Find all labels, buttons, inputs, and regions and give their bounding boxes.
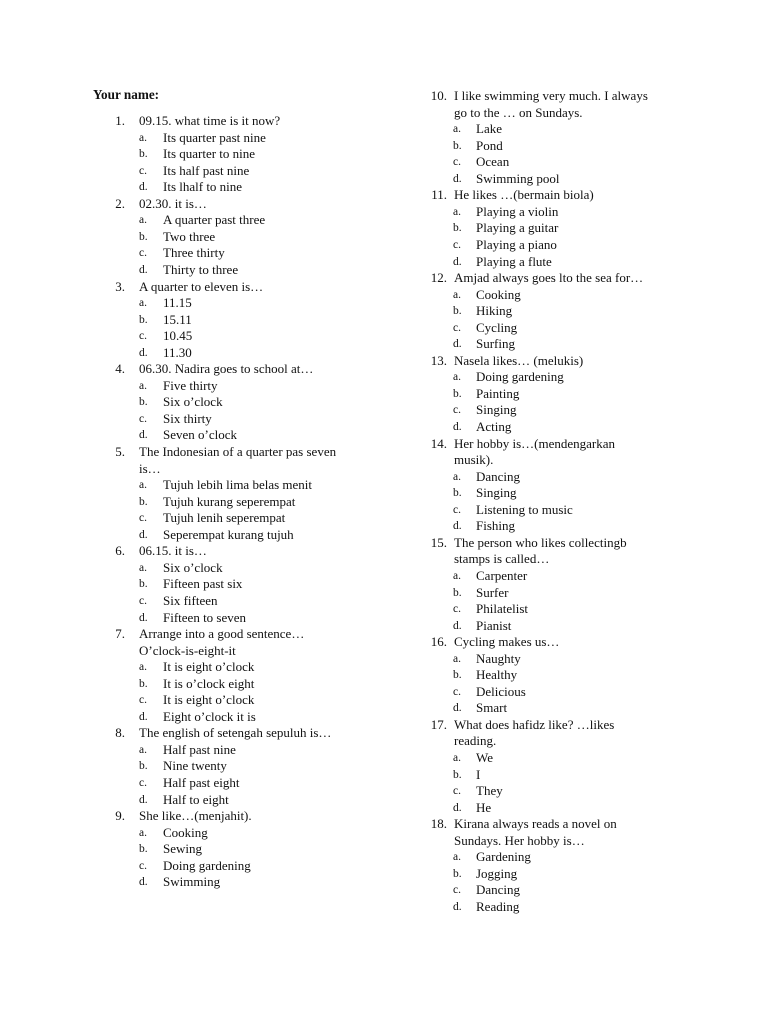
option-letter: c. [453, 685, 461, 698]
option-letter: b. [139, 148, 148, 161]
option-text: Smart [476, 700, 508, 716]
option-text: Painting [476, 385, 520, 401]
option-text: It is eight o’clock [163, 659, 255, 675]
question-text: I like swimming very much. I always [454, 88, 648, 103]
option-letter: d. [453, 702, 462, 715]
option-letter: a. [453, 652, 461, 665]
option-letter: b. [139, 230, 148, 243]
option-text: Its lhalf to nine [163, 179, 243, 195]
option-letter: a. [139, 131, 147, 144]
option-text: Ocean [476, 154, 510, 170]
question-number: 9. [115, 808, 125, 824]
question-text: Amjad always goes lto the sea for… [454, 270, 644, 286]
option-letter: a. [139, 826, 147, 839]
option-letter: b. [453, 305, 462, 318]
option-text: Listening to music [476, 501, 573, 517]
option-text: Tujuh lebih lima belas menit [163, 477, 313, 493]
option-text: Dancing [476, 882, 521, 898]
option-text: Cooking [163, 824, 208, 840]
question-number: 15. [430, 534, 447, 550]
question-text: Arrange into a good sentence… [139, 626, 305, 642]
option-letter: d. [453, 801, 462, 814]
option-text: Half past nine [163, 741, 236, 757]
question-text: go to the … on Sundays. [454, 104, 583, 120]
question-number: 5. [115, 444, 125, 459]
question-text: Her hobby is…(mendengarkan [454, 435, 616, 451]
option-letter: a. [453, 569, 461, 582]
option-letter: b. [139, 843, 148, 856]
option-text: They [476, 783, 503, 799]
option-letter: a. [453, 752, 461, 764]
option-letter: a. [139, 561, 147, 574]
question-number: 4. [115, 361, 125, 377]
question-number: 17. [430, 716, 447, 732]
option-letter: d. [139, 710, 148, 723]
question-number: 18. [430, 816, 447, 832]
question-number: 10. [430, 88, 447, 103]
question-text: She like…(menjahit). [139, 808, 252, 824]
option-letter: a. [139, 214, 147, 227]
question-number: 11. [431, 187, 447, 203]
option-text: Naughty [476, 650, 521, 666]
option-letter: d. [139, 528, 148, 541]
question-text: Nasela likes… (melukis) [454, 352, 584, 368]
option-text: Singing [476, 485, 517, 501]
option-letter: c. [139, 777, 147, 789]
option-letter: d. [139, 346, 148, 359]
question-text: 09.15. what time is it now? [139, 113, 281, 128]
question-text: What does hafidz like? …likes [454, 716, 615, 732]
option-text: Philatelist [476, 601, 528, 617]
question-text: musik). [454, 452, 494, 468]
option-letter: c. [139, 512, 147, 525]
option-text: Singing [476, 402, 517, 418]
option-letter: a. [453, 123, 461, 136]
option-text: Carpenter [476, 567, 528, 583]
option-text: Playing a flute [476, 253, 552, 269]
question-text: He likes …(bermain biola) [454, 187, 594, 203]
option-letter: b. [139, 578, 148, 591]
option-letter: d. [139, 876, 148, 889]
option-text: Six o’clock [163, 559, 223, 575]
option-text: Reading [476, 898, 520, 914]
option-text: Delicious [476, 683, 526, 699]
option-letter: a. [139, 379, 147, 392]
question-number: 16. [430, 634, 447, 650]
option-text: Half past eight [163, 775, 240, 790]
question-text: The english of setengah sepuluh is… [139, 725, 332, 741]
option-text: Seperempat kurang tujuh [163, 526, 294, 542]
question-text: Sundays. Her hobby is… [454, 832, 585, 848]
question-text: stamps is called… [454, 551, 550, 567]
question-number: 12. [430, 270, 447, 286]
option-letter: c. [139, 412, 147, 425]
option-text: Tujuh lenih seperempat [163, 510, 286, 526]
question-text: O’clock-is-eight-it [139, 642, 236, 658]
question-number: 7. [115, 626, 125, 642]
option-text: Fishing [476, 518, 516, 534]
option-text: Five thirty [163, 377, 218, 393]
option-letter: b. [139, 313, 148, 326]
option-text: Lake [476, 121, 502, 137]
option-text: Jogging [476, 865, 518, 881]
option-text: Playing a violin [476, 203, 559, 219]
question-text: is… [139, 460, 161, 476]
option-letter: d. [139, 429, 148, 442]
question-text: 06.30. Nadira goes to school at… [139, 361, 314, 377]
option-text: Two three [163, 228, 216, 244]
option-letter: d. [453, 900, 462, 913]
option-text: Swimming pool [476, 170, 560, 186]
option-letter: d. [139, 263, 148, 276]
option-letter: d. [453, 619, 462, 632]
option-text: We [476, 750, 493, 765]
option-letter: b. [453, 586, 462, 599]
name-label: Your name: [93, 87, 160, 102]
option-letter: b. [453, 222, 462, 235]
question-number: 6. [115, 543, 125, 559]
option-text: Dancing [476, 468, 521, 484]
option-letter: b. [453, 867, 462, 880]
option-text: Tujuh kurang seperempat [163, 493, 296, 509]
question-text: The person who likes collectingb [454, 534, 627, 550]
option-text: Nine twenty [163, 758, 227, 774]
option-letter: d. [453, 421, 462, 433]
option-text: Gardening [476, 849, 531, 865]
option-text: He [476, 799, 492, 815]
option-text: It is o’clock eight [163, 675, 255, 691]
option-text: 15.11 [163, 311, 192, 327]
option-letter: d. [453, 338, 462, 351]
option-letter: c. [139, 694, 147, 707]
option-text: A quarter past three [163, 212, 266, 228]
question-text: reading. [454, 733, 497, 749]
option-letter: c. [139, 859, 147, 872]
option-letter: c. [453, 603, 461, 616]
option-letter: d. [453, 520, 462, 533]
option-letter: a. [139, 661, 147, 674]
option-letter: b. [453, 669, 462, 682]
option-text: Surfer [476, 584, 509, 600]
option-letter: c. [453, 884, 461, 897]
question-number: 3. [115, 278, 125, 294]
option-letter: a. [139, 743, 147, 756]
question-text: Kirana always reads a novel on [454, 816, 617, 832]
option-text: Acting [476, 419, 512, 434]
option-letter: d. [139, 793, 148, 806]
option-letter: c. [453, 156, 461, 169]
option-letter: b. [139, 677, 148, 690]
option-text: Cooking [476, 286, 521, 302]
option-text: 10.45 [163, 328, 193, 344]
option-letter: c. [453, 404, 461, 417]
option-letter: b. [453, 139, 462, 152]
question-number: 14. [430, 435, 447, 451]
option-text: Eight o’clock it is [163, 708, 256, 724]
option-text: 11.15 [163, 295, 192, 311]
option-text: Six fifteen [163, 592, 218, 608]
option-letter: d. [453, 172, 462, 185]
option-text: Three thirty [163, 245, 225, 261]
option-text: Playing a piano [476, 236, 557, 252]
option-letter: a. [453, 470, 461, 483]
option-letter: c. [453, 785, 461, 798]
option-text: Thirty to three [163, 261, 239, 277]
option-letter: b. [453, 387, 462, 400]
option-text: Doing gardening [163, 857, 251, 873]
option-text: Cycling [476, 319, 518, 335]
option-letter: b. [139, 396, 148, 409]
option-text: Hiking [476, 303, 513, 319]
option-letter: b. [139, 495, 148, 508]
option-text: Fifteen past six [163, 576, 243, 592]
option-text: Six o’clock [163, 394, 223, 410]
option-letter: c. [453, 321, 461, 334]
option-letter: c. [139, 594, 147, 607]
question-number: 13. [430, 352, 447, 368]
option-text: Half to eight [163, 791, 229, 807]
option-letter: d. [139, 611, 148, 624]
option-text: Fifteen to seven [163, 609, 247, 625]
question-text: The Indonesian of a quarter pas seven [139, 444, 337, 459]
option-text: Seven o’clock [163, 427, 238, 443]
option-text: Pianist [476, 617, 512, 633]
option-letter: c. [453, 238, 461, 251]
option-letter: c. [453, 503, 461, 516]
option-text: I [476, 766, 481, 782]
option-text: Its half past nine [163, 162, 250, 178]
option-letter: d. [453, 255, 462, 268]
option-letter: c. [139, 330, 147, 343]
option-letter: a. [453, 371, 461, 384]
option-text: Healthy [476, 667, 518, 683]
option-letter: a. [453, 851, 461, 864]
question-number: 8. [115, 725, 125, 741]
option-letter: a. [453, 288, 461, 301]
option-text: Surfing [476, 336, 515, 352]
option-text: 11.30 [163, 344, 192, 360]
option-letter: c. [139, 247, 147, 260]
option-letter: c. [139, 164, 147, 177]
option-text: Six thirty [163, 410, 212, 426]
option-letter: b. [453, 487, 462, 500]
option-letter: a. [139, 297, 147, 310]
option-text: Its quarter to nine [163, 146, 256, 162]
option-text: Playing a guitar [476, 220, 559, 236]
option-letter: b. [139, 760, 148, 773]
option-text: Pond [476, 137, 503, 153]
question-text: 02.30. it is… [139, 195, 207, 211]
option-letter: b. [453, 768, 462, 781]
option-text: Its quarter past nine [163, 129, 266, 145]
option-text: Sewing [163, 841, 202, 857]
option-text: It is eight o’clock [163, 692, 255, 708]
question-number: 2. [115, 195, 125, 211]
question-text: Cycling makes us… [454, 634, 560, 650]
option-text: Swimming [163, 874, 221, 890]
option-letter: a. [139, 479, 147, 492]
option-text: Doing gardening [476, 369, 564, 385]
question-number: 1. [115, 113, 125, 128]
question-text: 06.15. it is… [139, 543, 207, 559]
option-letter: d. [139, 181, 148, 194]
question-text: A quarter to eleven is… [139, 278, 264, 294]
option-letter: a. [453, 205, 461, 218]
